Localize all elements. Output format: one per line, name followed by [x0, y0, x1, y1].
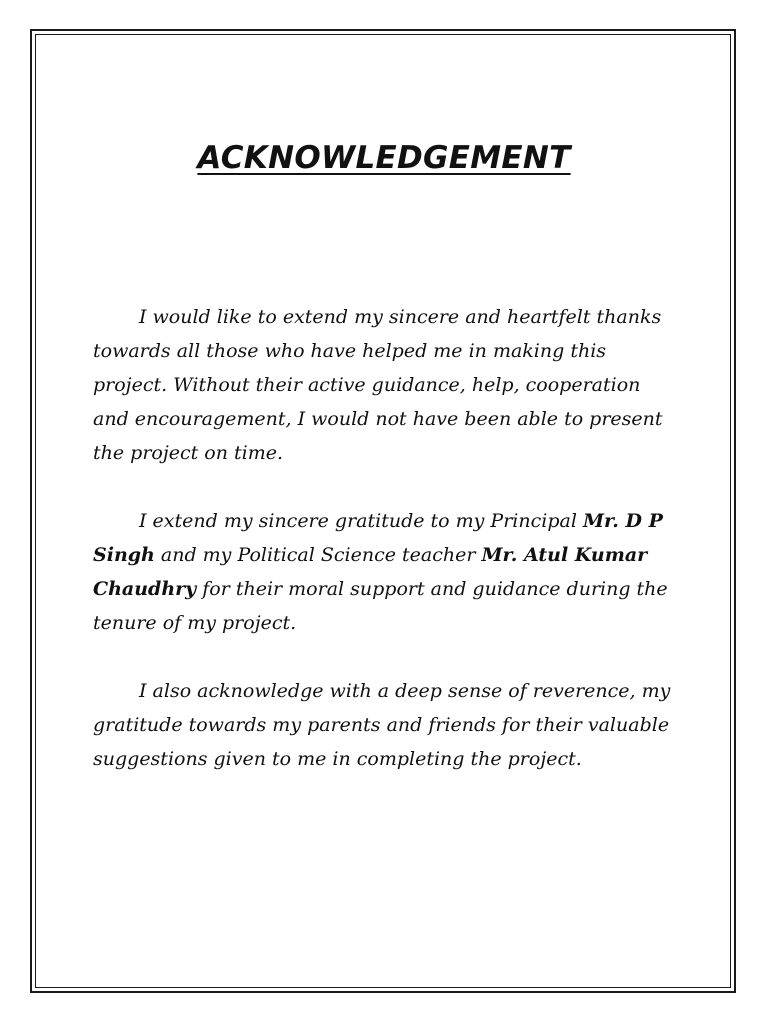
paragraph-gratitude-text-1: I extend my sincere gratitude to my Principal	[139, 510, 583, 532]
paragraph-parents-friends: I also acknowledge with a deep sense of reverence, my gratitude towards my parents and friends for their valuable suggestions given to me in completing the project.	[93, 680, 671, 770]
principal-name: Mr. D P Singh	[93, 510, 663, 566]
teacher-name: Mr. Atul Kumar Chaudhry	[93, 544, 648, 600]
page-title: ACKNOWLEDGEMENT	[197, 140, 571, 176]
acknowledgement-body	[93, 300, 671, 810]
paragraph-gratitude-text-3: for their moral support and guidance during the tenure of my project.	[93, 578, 668, 634]
paragraph-thanks: I would like to extend my sincere and heartfelt thanks towards all those who have helped me in making this project. Without their active guidance, help, cooperation and encouragement, I would not have been able to present the project on time.	[93, 306, 663, 464]
paragraph-gratitude	[93, 504, 671, 640]
paragraph-gratitude-text-2: and my Political Science teacher	[154, 544, 482, 566]
